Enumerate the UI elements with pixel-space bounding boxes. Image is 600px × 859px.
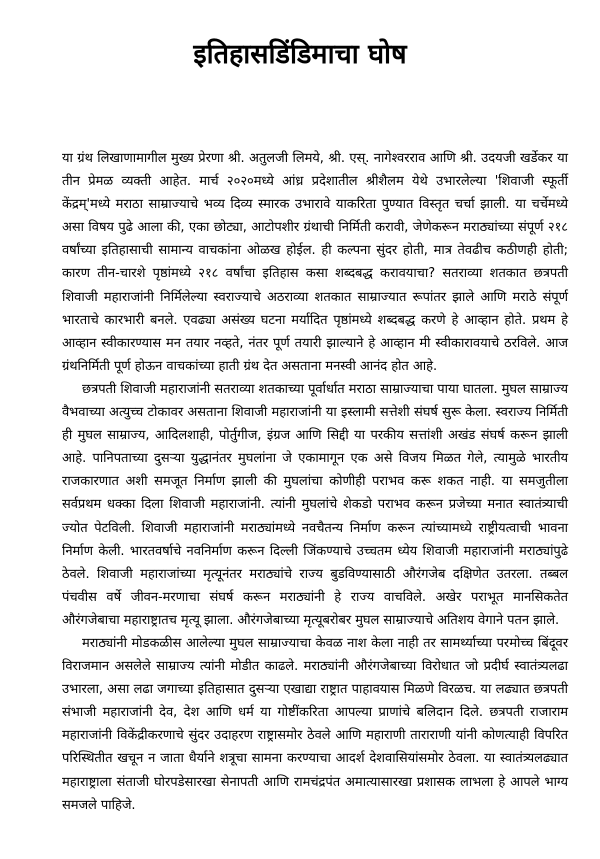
paragraph-2: छत्रपती शिवाजी महाराजांनी सतराव्या शतकाच्या पूर्वार्धात मराठा साम्राज्याचा पाया घातला. मुघल साम्राज्य वैभवाच्या अत्युच्च टोकावर असताना शिवाजी महाराजांनी या इस्लामी सत्तेशी संघर्ष सुरू केला. स्वराज्य निर्मिती ही मुघल साम्राज्य, आदिलशाही, पोर्तुगीज, इंग्रज आणि सिद्दी या परकीय सत्तांशी अखंड संघर्ष करून झाली आहे. पानिपताच्या दुसऱ्या युद्धानंतर मुघलांना जे एकामागून एक असे विजय मिळत गेले, त्यामुळे भारतीय राजकारणात अशी समजूत निर्माण झाली की मुघलांचा कोणीही पराभव करू शकत नाही. या समजुतीला सर्वप्रथम धक्का दिला शिवाजी महाराजांनी. त्यांनी मुघलांचे शेकडो पराभव करून प्रजेच्या मनात स्वातंत्र्याची ज्योत पेटविली. शिवाजी महाराजांनी मराठ्यांमध्ये नवचैतन्य निर्माण करून त्यांच्यामध्ये राष्ट्रीयत्वाची भावना निर्माण केली. भारतवर्षाचे नवनिर्माण करून दिल्ली जिंकण्याचे उच्चतम ध्येय शिवाजी महाराजांनी मराठ्यांपुढे ठेवले. शिवाजी महाराजांच्या मृत्यूनंतर मराठ्यांचे राज्य बुडविण्यासाठी औरंगजेब दक्षिणेत उतरला. तब्बल पंचवीस वर्षे जीवन-मरणाचा संघर्ष करून मराठ्यांनी हे राज्य वाचविले. अखेर पराभूत मानसिकतेत औरंगजेबाचा महाराष्ट्रातच मृत्यू झाला. औरंगजेबाच्या मृत्यूबरोबर मुघल साम्राज्याचे अतिशय वेगाने पतन झाले. bbox=[62, 381, 568, 628]
paragraph-3: मराठ्यांनी मोडकळीस आलेल्या मुघल साम्राज्याचा केवळ नाश केला नाही तर सामर्थ्याच्या परमोच्च बिंदूवर विराजमान असलेले साम्राज्य त्यांनी मोडीत काढले. मराठ्यांनी औरंगजेबाच्या विरोधात जो प्रदीर्घ स्वातंत्र्यलढा उभारला, असा लढा जगाच्या इतिहासात दुसऱ्या एखाद्या राष्ट्रात पाहावयास मिळणे विरळच. या लढ्यात छत्रपती संभाजी महाराजांनी देव, देश आणि धर्म या गोष्टींकरिता आपल्या प्राणांचे बलिदान दिले. छत्रपती राजाराम महाराजांनी विकेंद्रीकरणाचे सुंदर उदाहरण राष्ट्रासमोर ठेवले आणि महाराणी ताराराणी यांनी कोणत्याही विपरित परिस्थितीत खचून न जाता धैर्याने शत्रूचा सामना करण्याचा आदर्श देशवासियांसमोर ठेवला. या स्वातंत्र्यलढ्यात महाराष्ट्राला संताजी घोरपडेसारखा सेनापती आणि रामचंद्रपंत अमात्यासारखा प्रशासक लाभला हे आपले भाग्य समजले पाहिजे. bbox=[62, 635, 568, 813]
document-body bbox=[62, 147, 568, 817]
page-title: इतिहासडिंडिमाचा घोष bbox=[193, 39, 407, 70]
paragraph-1: या ग्रंथ लिखाणामागील मुख्य प्रेरणा श्री. अतुलजी लिमये, श्री. एस्. नागेश्वरराव आणि श्री. उदयजी खर्डेकर या तीन प्रेमळ व्यक्ती आहेत. मार्च २०२०मध्ये आंध्र प्रदेशातील श्रीशैलम येथे उभारलेल्या 'शिवाजी स्फूर्ती केंद्रम्'मध्ये मराठा साम्राज्याचे भव्य दिव्य स्मारक उभारावे याकरिता पुण्यात विस्तृत चर्चा झाली. या चर्चेमध्ये असा विषय पुढे आला की, एका छोट्या, आटोपशीर ग्रंथाची निर्मिती करावी, जेणेकरून मराठ्यांच्या संपूर्ण २१८ वर्षांच्या इतिहासाची सामान्य वाचकांना ओळख होईल. ही कल्पना सुंदर होती, मात्र तेवढीच कठीणही होती; कारण तीन-चारशे पृष्ठांमध्ये २१८ वर्षांचा इतिहास कसा शब्दबद्ध करावयाचा? सतराव्या शतकात छत्रपती शिवाजी महाराजांनी निर्मिलेल्या स्वराज्याचे अठराव्या शतकात साम्राज्यात रूपांतर झाले आणि मराठे संपूर्ण भारताचे कारभारी बनले. एवढ्या असंख्य घटना मर्यादित पृष्ठांमध्ये शब्दबद्ध करणे हे आव्हान होते. प्रथम हे आव्हान स्वीकारण्यास मन तयार नव्हते, नंतर पूर्ण तयारी झाल्याने हे आव्हान मी स्वीकारावयाचे ठरविले. आज ग्रंथनिर्मिती पूर्ण होऊन वाचकांच्या हाती ग्रंथ देत असताना मनस्वी आनंद होत आहे. bbox=[62, 151, 568, 374]
